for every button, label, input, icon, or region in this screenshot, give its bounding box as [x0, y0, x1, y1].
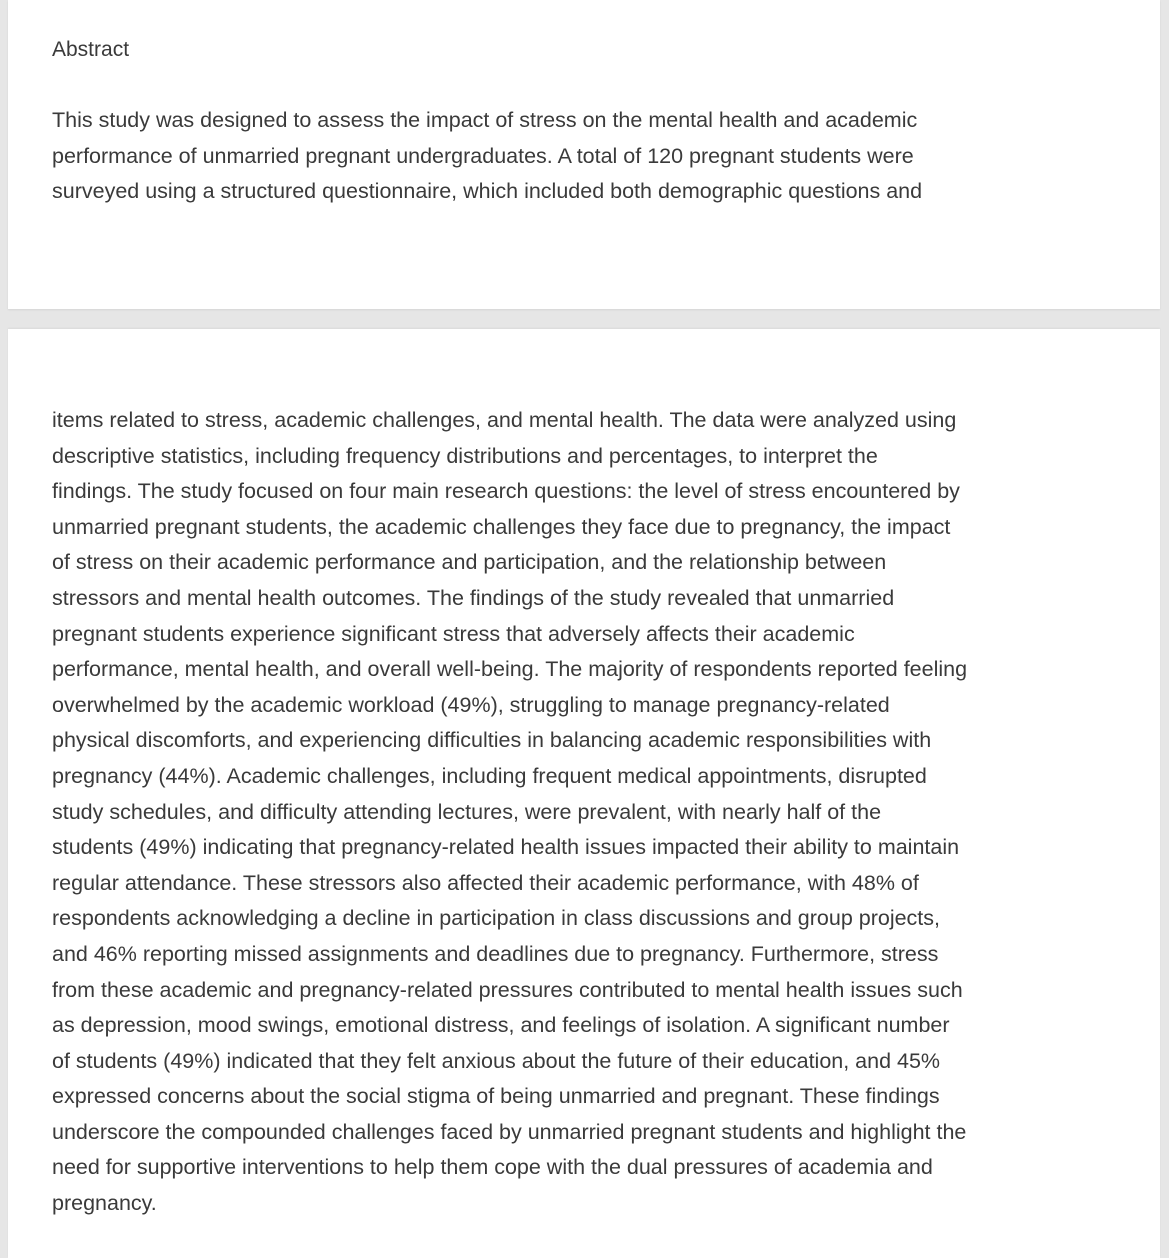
text-line: performance, mental health, and overall well-being. The majority of respondents reported feeling: [52, 657, 968, 682]
text-line: students (49%) indicating that pregnancy-related health issues impacted their ability to maintain: [52, 835, 960, 860]
text-line: underscore the compounded challenges faced by unmarried pregnant students and highlight the: [52, 1119, 967, 1144]
text-line: unmarried pregnant students, the academic challenges they face due to pregnancy, the impact: [52, 514, 951, 539]
abstract-paragraph-part-1: [52, 103, 922, 210]
text-line: physical discomforts, and experiencing difficulties in balancing academic responsibilities with: [52, 728, 932, 753]
text-line: This study was designed to assess the impact of stress on the mental health and academic: [52, 108, 918, 132]
text-line: respondents acknowledging a decline in participation in class discussions and group projects,: [52, 906, 940, 931]
text-line: surveyed using a structured questionnaire, which included both demographic questions and: [52, 179, 923, 204]
text-line: descriptive statistics, including frequency distributions and percentages, to interpret the: [52, 443, 878, 468]
text-line: performance of unmarried pregnant undergraduates. A total of 120 pregnant students were: [52, 143, 914, 168]
text-line: and 46% reporting missed assignments and deadlines due to pregnancy. Furthermore, stress: [52, 941, 939, 966]
text-line: study schedules, and difficulty attending lectures, were prevalent, with nearly half of the: [52, 799, 882, 824]
text-line: pregnancy (44%). Academic challenges, including frequent medical appointments, disrupted: [52, 763, 927, 788]
text-line: stressors and mental health outcomes. The findings of the study revealed that unmarried: [52, 585, 895, 610]
abstract-heading: Abstract: [52, 38, 130, 61]
text-line: of stress on their academic performance and participation, and the relationship between: [52, 550, 887, 575]
text-line: regular attendance. These stressors also affected their academic performance, with 48% of: [52, 870, 919, 895]
abstract-paragraph-part-2: [52, 403, 967, 1222]
text-line: overwhelmed by the academic workload (49%), struggling to manage pregnancy-related: [52, 692, 890, 717]
text-line: need for supportive interventions to help them cope with the dual pressures of academia and: [52, 1155, 933, 1180]
document-page-1: [8, 0, 1160, 309]
document-page-2: [8, 329, 1160, 1258]
text-line: of students (49%) indicated that they felt anxious about the future of their education, and 45%: [52, 1048, 941, 1073]
text-line: from these academic and pregnancy-related pressures contributed to mental health issues such: [52, 977, 963, 1002]
text-line: findings. The study focused on four main research questions: the level of stress encountered by: [52, 479, 960, 504]
text-line: pregnancy.: [52, 1191, 157, 1216]
text-line: pregnant students experience significant stress that adversely affects their academic: [52, 621, 855, 646]
text-line: items related to stress, academic challenges, and mental health. The data were analyzed using: [52, 408, 957, 432]
text-line: as depression, mood swings, emotional distress, and feelings of isolation. A significant number: [52, 1013, 950, 1038]
text-line: expressed concerns about the social stigma of being unmarried and pregnant. These findings: [52, 1084, 940, 1109]
